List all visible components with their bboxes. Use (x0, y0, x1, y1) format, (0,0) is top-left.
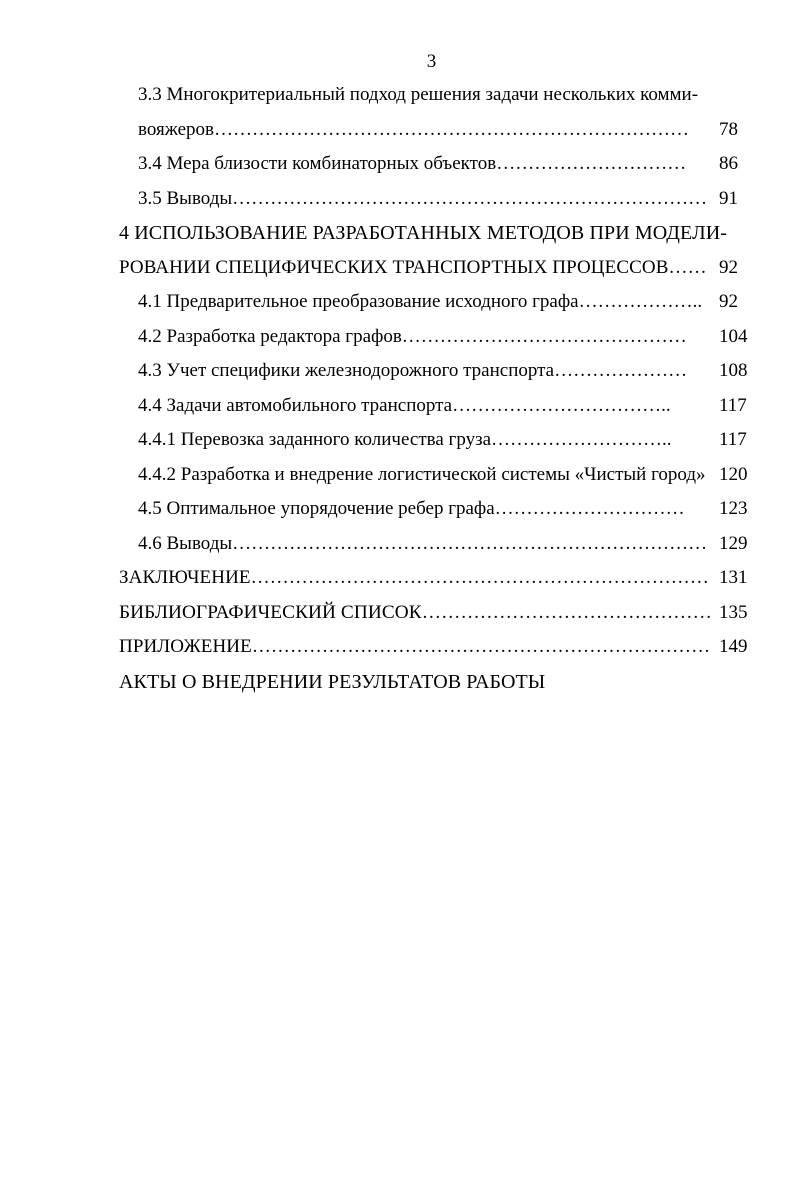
toc-entry-text: 4.6 Выводы………………………………………………………………… (138, 532, 708, 554)
toc-entry-page: 149 (719, 636, 748, 657)
toc-entry-page: 91 (719, 187, 738, 209)
toc-entry-page: 129 (719, 532, 748, 554)
toc-entry-page: 108 (719, 360, 748, 381)
toc-entry-page: 131 (719, 567, 748, 588)
toc-entry-text: 3.5 Выводы………………………………………………………………… (138, 187, 708, 209)
toc-entry-text: 3.3 Многокритериальный подход решения задачи нескольких комми- (138, 84, 699, 105)
toc-entry-page: 78 (719, 118, 738, 140)
toc-entry-text: 4.3 Учет специфики железнодорожного транспорта………………… (138, 360, 688, 381)
toc-entry-3-3 (0, 78, 793, 113)
toc-entry-text: вояжеров………………………………………………………………… (138, 118, 689, 140)
toc-entry-4-3 (0, 354, 793, 389)
toc-entry-3-3-continued (0, 113, 793, 148)
toc-entry-page: 117 (719, 394, 747, 416)
toc-entry-4-2 (0, 320, 793, 355)
toc-entry-text: 4.1 Предварительное преобразование исходного графа……………….. (138, 291, 703, 312)
toc-entry-4-5 (0, 492, 793, 527)
toc-entry-page: 117 (719, 429, 747, 450)
toc-entry-4-4 (0, 389, 793, 424)
toc-entry-4-4-1 (0, 423, 793, 458)
toc-entry-3-4 (0, 147, 793, 182)
toc-entry-text: ЗАКЛЮЧЕНИЕ……………………………………………………………… (119, 567, 710, 588)
toc-entry-chapter-4 (0, 216, 793, 251)
toc-entry-page: 135 (719, 601, 748, 623)
toc-entry-page: 92 (719, 256, 738, 278)
toc-entry-text: БИБЛИОГРАФИЧЕСКИЙ СПИСОК……………………………………… (119, 601, 712, 623)
toc-entry-text: РОВАНИИ СПЕЦИФИЧЕСКИХ ТРАНСПОРТНЫХ ПРОЦЕССОВ…… (119, 256, 707, 278)
toc-entry-appendix (0, 630, 793, 665)
page-number: 3 (426, 51, 437, 72)
toc-entry-text: 4.4.1 Перевозка заданного количества груза……………………….. (138, 429, 672, 450)
toc-entry-text: 4 ИСПОЛЬЗОВАНИЕ РАЗРАБОТАННЫХ МЕТОДОВ ПРИ МОДЕЛИ- (119, 222, 728, 244)
toc-entry-3-5 (0, 182, 793, 217)
toc-entry-text: 4.5 Оптимальное упорядочение ребер графа………………………… (138, 498, 685, 519)
toc-entry-text: 4.2 Разработка редактора графов……………………………………… (138, 325, 687, 347)
toc-entry-4-6 (0, 527, 793, 562)
toc-entry-conclusion (0, 561, 793, 596)
toc-entry-page: 92 (719, 291, 738, 312)
toc-entry-4-4-2 (0, 458, 793, 493)
toc-entry-text: ПРИЛОЖЕНИЕ……………………………………………………………… (119, 636, 711, 657)
toc-entry-text: АКТЫ О ВНЕДРЕНИИ РЕЗУЛЬТАТОВ РАБОТЫ (119, 670, 546, 693)
toc-entry-4-1 (0, 285, 793, 320)
toc-entry-implementation-acts (0, 665, 793, 700)
toc-entry-chapter-4-continued (0, 251, 793, 286)
toc-entry-page: 120 (719, 463, 748, 485)
table-of-contents (0, 78, 793, 699)
toc-entry-text: 3.4 Мера близости комбинаторных объектов………………………… (138, 153, 687, 174)
toc-entry-page: 86 (719, 153, 738, 174)
toc-entry-bibliography (0, 596, 793, 631)
toc-entry-page: 123 (719, 498, 748, 519)
toc-entry-text: 4.4.2 Разработка и внедрение логистической системы «Чистый город» (138, 463, 706, 485)
toc-entry-text: 4.4 Задачи автомобильного транспорта…………………………….. (138, 394, 671, 416)
toc-entry-page: 104 (719, 325, 748, 347)
